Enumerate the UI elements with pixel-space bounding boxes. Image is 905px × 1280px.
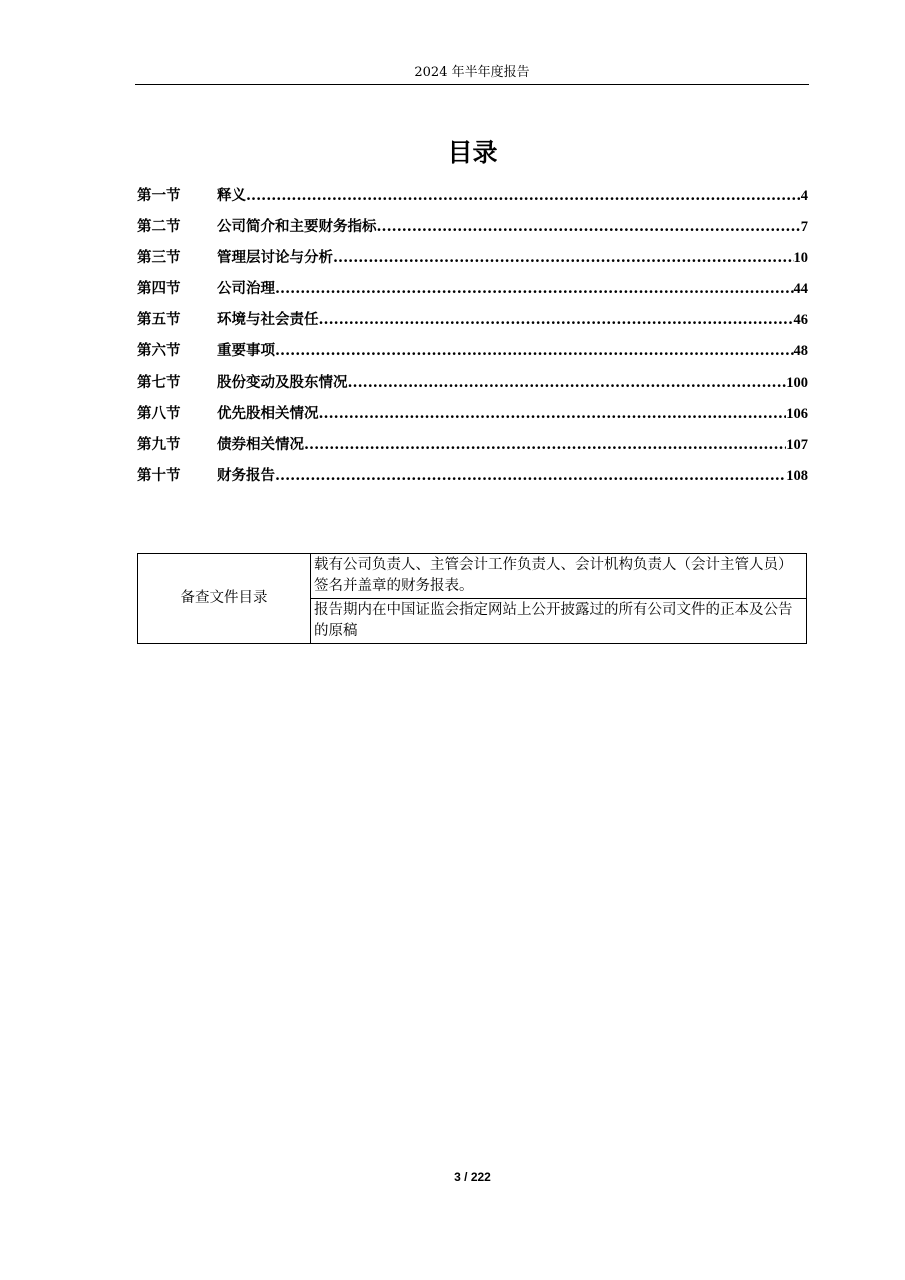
header-divider: [135, 84, 809, 85]
table-row: [138, 554, 807, 599]
toc-section-name: 债券相关情况: [217, 435, 304, 453]
reference-files-label: 备查文件目录: [138, 554, 311, 644]
toc-entry[interactable]: [137, 429, 808, 460]
toc-entry[interactable]: [137, 273, 808, 304]
table-of-contents: [137, 180, 808, 491]
toc-page-number: 4: [800, 188, 808, 204]
toc-section-name: 股份变动及股东情况: [217, 373, 348, 391]
toc-page-number: 100: [786, 374, 808, 391]
toc-leader-dots: [333, 242, 794, 273]
page-number: 3 / 222: [454, 1170, 491, 1184]
toc-entry[interactable]: [137, 242, 808, 273]
toc-leader-dots: [275, 460, 786, 491]
toc-page-number: 48: [793, 343, 808, 360]
toc-leader-dots: [319, 304, 794, 335]
toc-leader-dots: [304, 429, 786, 460]
toc-page-number: 10: [793, 250, 808, 267]
toc-page-number: 46: [793, 312, 808, 329]
toc-section-name: 释义: [217, 187, 246, 204]
toc-page-number: 108: [786, 467, 808, 484]
toc-section-name: 公司简介和主要财务指标: [217, 218, 377, 236]
toc-entry[interactable]: [137, 460, 808, 491]
toc-leader-dots: [319, 398, 787, 429]
reference-file-item: 报告期内在中国证监会指定网站上公开披露过的所有公司文件的正本及公告的原稿: [311, 599, 807, 644]
toc-leader-dots: [275, 335, 794, 366]
toc-leader-dots: [275, 273, 794, 304]
toc-section-number: 第二节: [137, 218, 181, 236]
toc-section-number: 第四节: [137, 280, 181, 298]
toc-page-number: 107: [786, 436, 808, 453]
toc-section-number: 第九节: [137, 435, 181, 453]
toc-page-number: 7: [800, 219, 808, 236]
toc-section-name: 财务报告: [217, 466, 275, 484]
toc-section-number: 第十节: [137, 466, 181, 484]
toc-section-name: 公司治理: [217, 280, 275, 298]
toc-leader-dots: [246, 180, 801, 211]
toc-section-number: 第一节: [137, 187, 181, 204]
toc-section-number: 第三节: [137, 249, 181, 267]
toc-entry[interactable]: [137, 180, 808, 211]
toc-leader-dots: [348, 367, 787, 398]
toc-title: 目录: [447, 138, 498, 167]
toc-entry[interactable]: [137, 335, 808, 366]
toc-page-number: 44: [793, 281, 808, 298]
toc-section-number: 第七节: [137, 373, 181, 391]
toc-section-number: 第八节: [137, 404, 181, 422]
toc-section-number: 第五节: [137, 311, 181, 329]
toc-leader-dots: [377, 211, 801, 242]
toc-entry[interactable]: [137, 211, 808, 242]
toc-section-name: 优先股相关情况: [217, 404, 319, 422]
reference-files-table: [137, 553, 807, 644]
toc-page-number: 106: [786, 405, 808, 422]
page-header: 2024 年半年度报告: [414, 65, 530, 80]
toc-section-number: 第六节: [137, 342, 181, 360]
toc-entry[interactable]: [137, 304, 808, 335]
toc-section-name: 重要事项: [217, 342, 275, 360]
toc-entry[interactable]: [137, 367, 808, 398]
toc-entry[interactable]: [137, 398, 808, 429]
toc-section-name: 环境与社会责任: [217, 311, 319, 329]
toc-section-name: 管理层讨论与分析: [217, 249, 333, 267]
reference-file-item: 载有公司负责人、主管会计工作负责人、会计机构负责人（会计主管人员）签名并盖章的财务报表。: [311, 554, 807, 599]
